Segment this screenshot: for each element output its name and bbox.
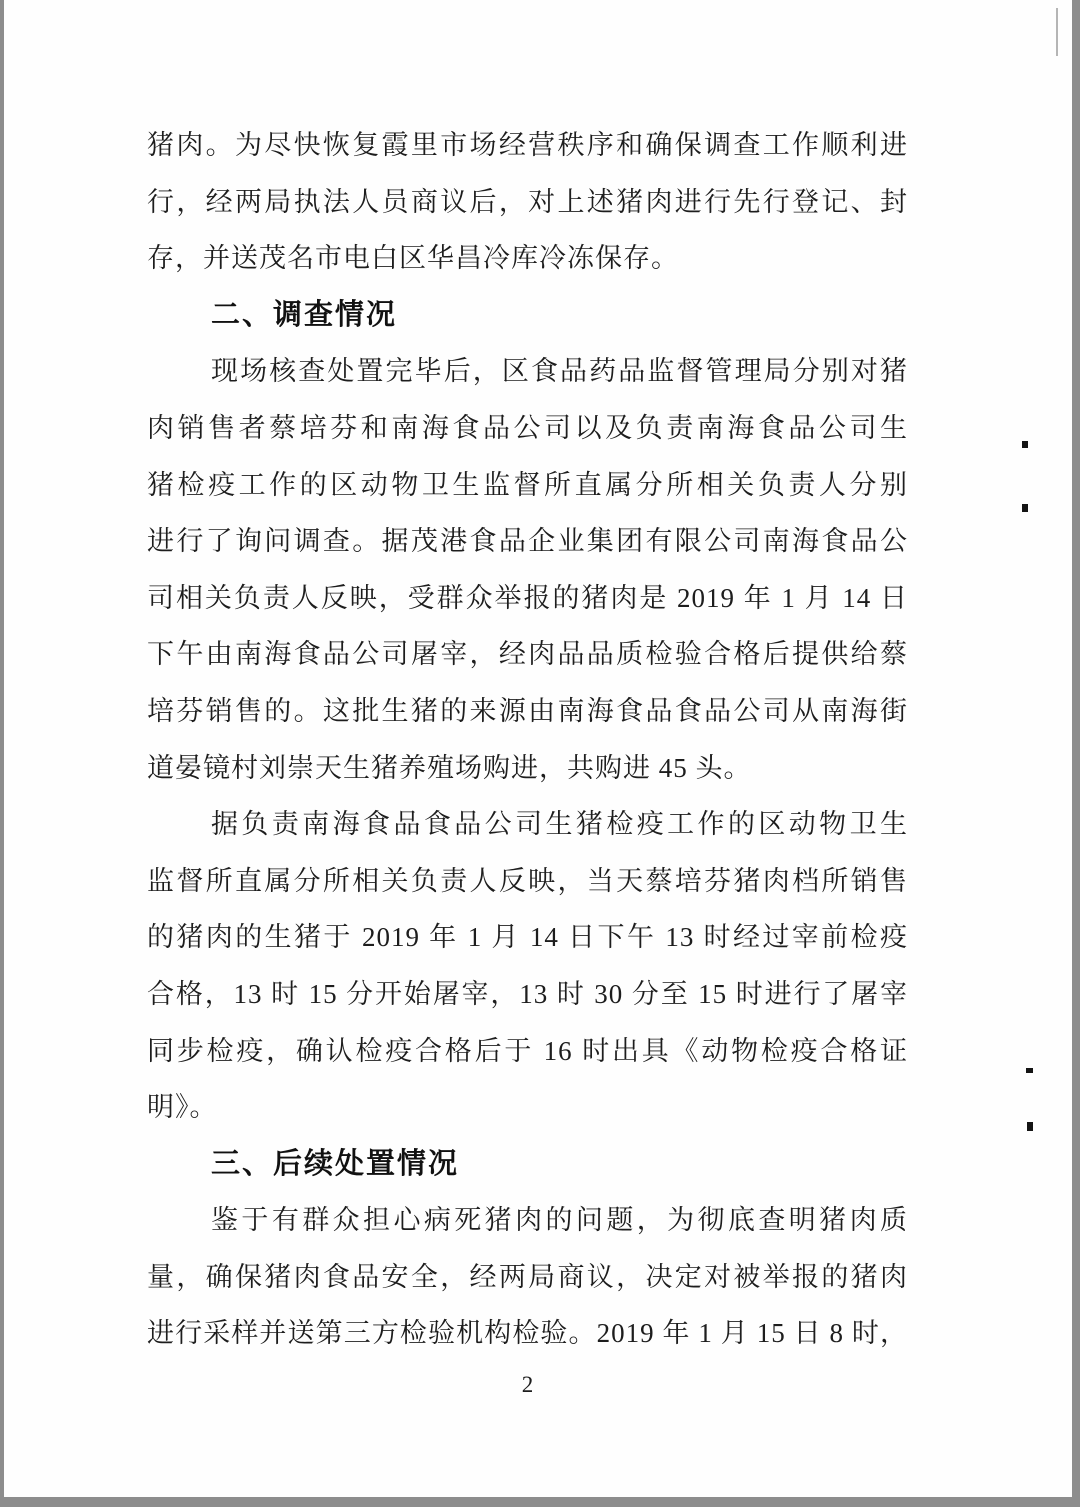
section-heading: 二、调查情况	[211, 298, 398, 331]
section-heading: 三、后续处置情况	[211, 1147, 460, 1180]
text-line: 进行采样并送第三方检验机构检验。2019 年 1 月 15 日 8 时，	[147, 1318, 908, 1349]
text-line: 道晏镜村刘崇天生猪养殖场购进，共购进 45 头。	[147, 752, 752, 783]
text-line: 培芬销售的。这批生猪的来源由南海食品食品公司从南海街	[147, 695, 908, 726]
scan-edge-right	[1072, 0, 1080, 1507]
scan-edge-left	[0, 0, 4, 1507]
text-line: 猪肉。为尽快恢复霞里市场经营秩序和确保调查工作顺利进	[147, 130, 908, 160]
scan-speck	[1026, 1068, 1033, 1073]
text-line: 鉴于有群众担心病死猪肉的问题，为彻底查明猪肉质	[211, 1205, 908, 1236]
text-line: 监督所直属分所相关负责人反映，当天蔡培芬猪肉档所销售	[147, 865, 908, 896]
text-line: 现场核查处置完毕后，区食品药品监督管理局分别对猪	[211, 356, 908, 387]
text-line: 的猪肉的生猪于 2019 年 1 月 14 日下午 13 时经过宰前检疫	[147, 922, 908, 953]
scan-speck	[1027, 1122, 1033, 1131]
text-line: 存，并送茂名市电白区华昌冷库冷冻保存。	[147, 243, 679, 274]
scan-speck	[1022, 504, 1028, 512]
text-line: 进行了询问调查。据茂港食品企业集团有限公司南海食品公	[147, 526, 908, 557]
scan-edge-bottom	[0, 1497, 1080, 1507]
text-line: 明》。	[147, 1092, 218, 1123]
scan-line-artifact	[1056, 8, 1058, 56]
document-body	[147, 117, 908, 1362]
text-line: 司相关负责人反映，受群众举报的猪肉是 2019 年 1 月 14 日	[147, 582, 908, 613]
text-line: 同步检疫，确认检疫合格后于 16 时出具《动物检疫合格证	[147, 1035, 908, 1066]
page-number: 2	[521, 1372, 534, 1397]
text-line: 下午由南海食品公司屠宰，经肉品品质检验合格后提供给蔡	[147, 639, 908, 670]
text-line: 行，经两局执法人员商议后，对上述猪肉进行先行登记、封	[147, 186, 908, 217]
text-line: 量，确保猪肉食品安全，经两局商议，决定对被举报的猪肉	[147, 1261, 908, 1292]
text-line: 猪检疫工作的区动物卫生监督所直属分所相关负责人分别	[147, 469, 908, 500]
text-line: 据负责南海食品食品公司生猪检疫工作的区动物卫生	[211, 809, 908, 840]
text-line: 合格，13 时 15 分开始屠宰，13 时 30 分至 15 时进行了屠宰	[147, 978, 908, 1009]
scan-speck	[1022, 441, 1028, 448]
text-line: 肉销售者蔡培芬和南海食品公司以及负责南海食品公司生	[147, 412, 908, 443]
